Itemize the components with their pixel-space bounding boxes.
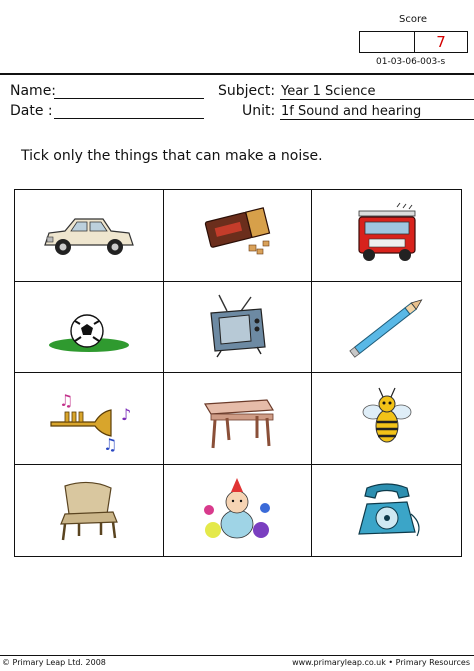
picture-grid: [14, 189, 462, 557]
instruction-text: Tick only the things that can make a noise.: [21, 148, 323, 164]
svg-text:♫: ♫: [58, 391, 74, 411]
header-rule: [0, 73, 474, 75]
baby-icon: [187, 474, 287, 546]
cell-fire-engine[interactable]: [312, 190, 461, 282]
cell-trumpet[interactable]: [15, 373, 164, 465]
cell-bee[interactable]: [312, 373, 461, 465]
sheet-code: 01-03-06-003-s: [376, 57, 446, 67]
footer-rule: [0, 655, 474, 656]
chair-icon: [39, 474, 139, 546]
name-label: Name:: [10, 83, 57, 99]
television-icon: [187, 291, 287, 363]
date-field[interactable]: [54, 118, 204, 119]
cell-car[interactable]: [15, 190, 164, 282]
cell-telephone[interactable]: [312, 465, 461, 557]
car-icon: [39, 199, 139, 271]
footer-site-link[interactable]: www.primaryleap.co.uk • Primary Resources: [292, 658, 470, 667]
bee-icon: [337, 382, 437, 454]
telephone-icon: [337, 474, 437, 546]
cell-table[interactable]: [164, 373, 313, 465]
cell-football[interactable]: [15, 282, 164, 374]
score-box: [359, 31, 468, 53]
cell-television[interactable]: [164, 282, 313, 374]
fire-engine-icon: [337, 199, 437, 271]
table-icon: [187, 382, 287, 454]
score-label: Score: [399, 14, 428, 25]
football-icon: [39, 291, 139, 363]
cell-chocolate[interactable]: [164, 190, 313, 282]
name-field[interactable]: [54, 98, 204, 99]
pencil-icon: [337, 291, 437, 363]
score-value: 7: [436, 33, 446, 51]
unit-value: 1f Sound and hearing: [281, 104, 422, 119]
svg-text:♫: ♫: [102, 435, 118, 455]
cell-pencil[interactable]: [312, 282, 461, 374]
cell-chair[interactable]: [15, 465, 164, 557]
trumpet-icon: [39, 382, 139, 454]
svg-text:♪: ♪: [120, 405, 132, 425]
subject-value: Year 1 Science: [281, 84, 376, 99]
unit-label: Unit:: [242, 103, 276, 119]
subject-label: Subject:: [218, 83, 276, 99]
date-label: Date :: [10, 103, 53, 119]
chocolate-bar-icon: [187, 199, 287, 271]
copyright-text: © Primary Leap Ltd. 2008: [2, 658, 106, 667]
cell-baby[interactable]: [164, 465, 313, 557]
